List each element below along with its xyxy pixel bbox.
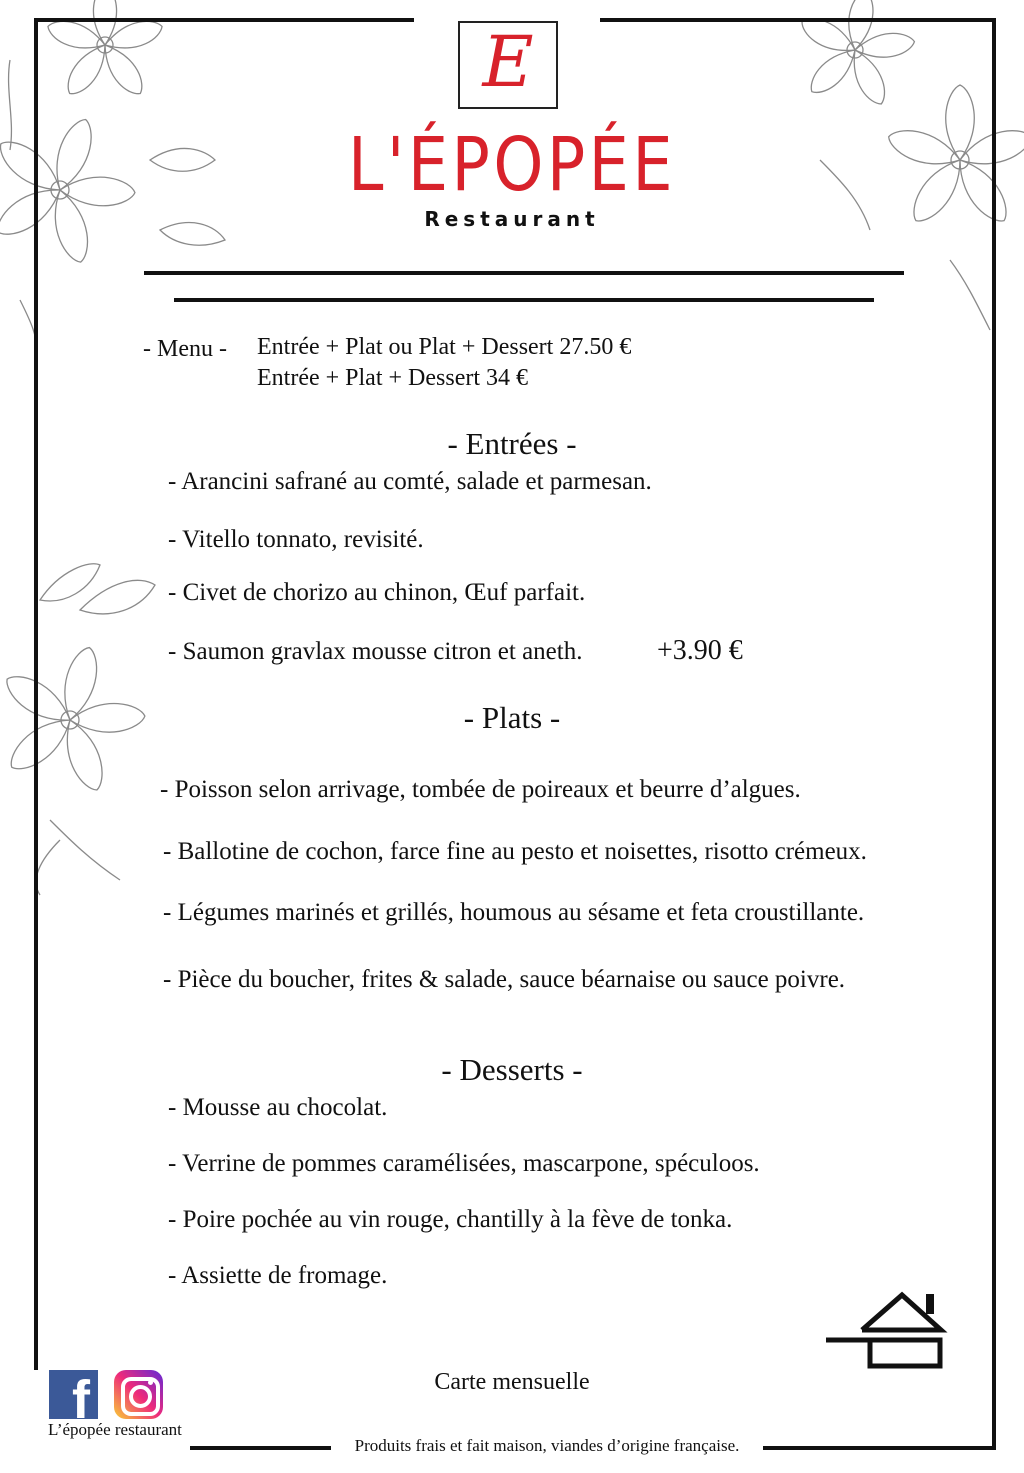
section-title-plats: - Plats -	[463, 700, 561, 735]
social-handle: L’épopée restaurant	[48, 1420, 182, 1439]
facebook-glyph: f	[72, 1370, 90, 1430]
plat-item: - Légumes marinés et grillés, houmous au sésame et feta croustillante.	[163, 899, 865, 926]
entree-item: - Arancini safrané au comté, salade et parmesan.	[168, 468, 652, 495]
header-divider-1	[144, 271, 904, 275]
section-title-desserts: - Desserts -	[441, 1052, 583, 1087]
entree-item: - Civet de chorizo au chinon, Œuf parfait.	[168, 579, 586, 606]
restaurant-name: L'ÉPOPÉE	[348, 122, 676, 208]
instagram-dot	[148, 1380, 153, 1385]
entree-item: - Saumon gravlax mousse citron et aneth.	[168, 638, 583, 665]
dessert-item: - Assiette de fromage.	[168, 1262, 388, 1289]
dessert-item: - Verrine de pommes caramélisées, mascarpone, spéculoos.	[168, 1150, 760, 1177]
facebook-icon[interactable]	[49, 1370, 98, 1430]
entree-supplement: +3.90 €	[657, 635, 743, 666]
dessert-item: - Poire pochée au vin rouge, chantilly à la fève de tonka.	[168, 1206, 733, 1233]
instagram-icon[interactable]	[114, 1370, 163, 1419]
plat-item: - Poisson selon arrivage, tombée de poireaux et beurre d’algues.	[160, 776, 801, 803]
frame-top-left	[34, 18, 414, 22]
instagram-lens	[129, 1385, 152, 1408]
restaurant-subtitle: Restaurant	[424, 207, 600, 231]
logo-mark	[458, 21, 558, 109]
logo-letter: E	[482, 21, 534, 103]
menu-formula: Entrée + Plat + Dessert 34 €	[257, 365, 529, 391]
carte-mensuelle: Carte mensuelle	[434, 1369, 590, 1395]
plat-item: - Ballotine de cochon, farce fine au pesto et noisettes, risotto crémeux.	[163, 838, 867, 865]
menu-label: - Menu -	[143, 336, 227, 362]
dessert-item: - Mousse au chocolat.	[168, 1094, 388, 1121]
menu-formula: Entrée + Plat ou Plat + Dessert 27.50 €	[257, 334, 632, 360]
house-logo-icon	[824, 1290, 954, 1370]
bottom-note: Produits frais et fait maison, viandes d’origine française.	[331, 1436, 763, 1456]
frame-top-right	[600, 18, 996, 22]
plat-item: - Pièce du boucher, frites & salade, sauce béarnaise ou sauce poivre.	[163, 966, 846, 993]
section-title-entrees: - Entrées -	[447, 426, 577, 461]
entree-item: - Vitello tonnato, revisité.	[168, 526, 424, 553]
header-divider-2	[174, 298, 874, 302]
